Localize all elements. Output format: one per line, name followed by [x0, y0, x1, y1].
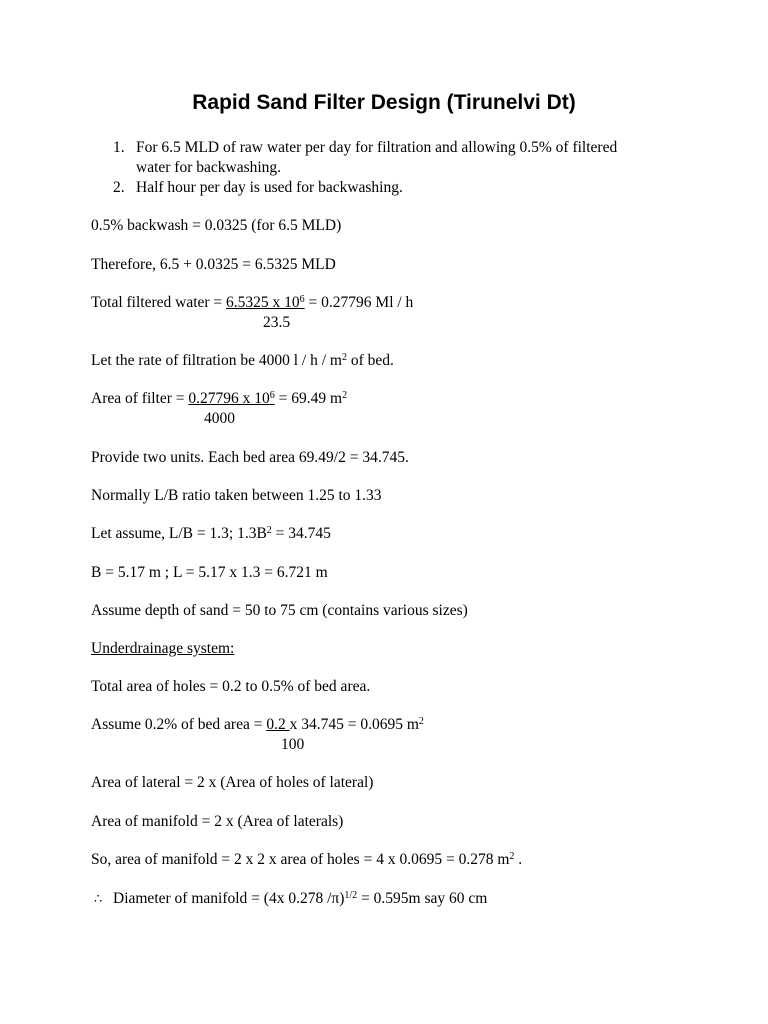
units-line: Provide two units. Each bed area 69.49/2 = 34.745.: [91, 449, 409, 466]
sand-depth-line: Assume depth of sand = 50 to 75 cm (contains various sizes): [91, 602, 468, 619]
list-number-1: 1.: [113, 139, 125, 156]
page-title: Rapid Sand Filter Design (Tirunelvi Dt): [192, 91, 576, 114]
rate-line: Let the rate of filtration be 4000 l / h / $m^2$ of bed.: [91, 352, 394, 369]
bed-denominator: 100: [281, 736, 305, 753]
list-item-2-line1: Half hour per day is used for backwashing.: [136, 179, 403, 196]
filtered-numerator: 6.5325 x $10^6$: [226, 294, 305, 311]
area-numerator: 0.27796 x $10^6$: [188, 390, 275, 407]
diameter-line: Diameter of manifold = (4x 0.278 /π)$^{1/2}$ = 0.595m say 60 cm: [113, 890, 488, 907]
filtered-prefix: Total filtered water =: [91, 294, 227, 311]
backwash-line: 0.5% backwash = 0.0325 (for 6.5 MLD): [91, 217, 342, 234]
filtered-suffix: = 0.27796 Ml / h: [304, 294, 414, 311]
holes-area-line: Total area of holes = 0.2 to 0.5% of bed area.: [91, 678, 371, 695]
dimensions-line: B = 5.17 m ; L = 5.17 x 1.3 = 6.721 m: [91, 564, 328, 581]
so-manifold-line: So, area of manifold = 2 x 2 x area of holes = 4 x 0.0695 = 0.278 $m^2$ .: [91, 851, 523, 868]
list-item-1-line1: For 6.5 MLD of raw water per day for filtration and allowing 0.5% of filtered: [136, 139, 618, 156]
assume-ratio-line: Let assume, L/B = 1.3; $1.3B^2 = 34.745$: [91, 525, 331, 542]
manifold-area-line: Area of manifold = 2 x (Area of laterals): [91, 813, 344, 830]
underdrainage-heading: Underdrainage system:: [91, 640, 235, 657]
lateral-area-line: Area of lateral = 2 x (Area of holes of lateral): [91, 774, 374, 791]
filtered-water-line: [91, 293, 413, 313]
therefore-symbol: ∴: [94, 891, 103, 906]
area-of-filter-line: Area of filter = 0.27796 x $10^6 = 69.49$ $m^2$: [91, 390, 348, 407]
therefore-line: Therefore, 6.5 + 0.0325 = 6.5325 MLD: [91, 256, 336, 273]
ratio-line: Normally L/B ratio taken between 1.25 to 1.33: [91, 487, 382, 504]
bed-area-line: Assume 0.2% of bed area = 0.2 x 34.745 = 0.0695 $m^2$: [91, 716, 424, 733]
list-item-1-line2: water for backwashing.: [136, 159, 282, 176]
list-number-2: 2.: [113, 179, 125, 196]
filtered-denominator: 23.5: [263, 314, 291, 331]
area-denominator: 4000: [204, 410, 235, 427]
